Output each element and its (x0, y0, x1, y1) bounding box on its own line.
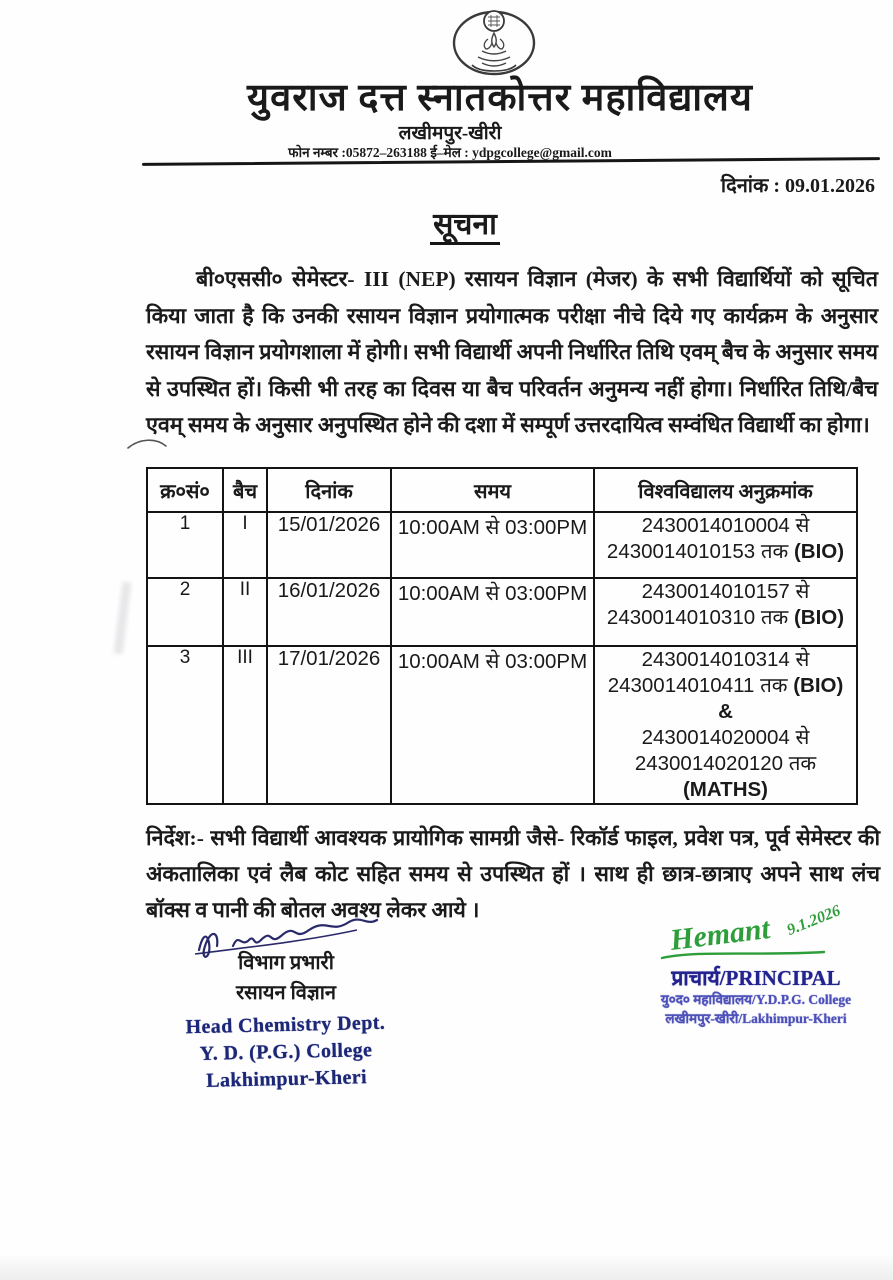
stamp-line: Y. D. (P.G.) College (199, 1039, 373, 1065)
notice-body-paragraph: बी०एससी० सेमेस्टर- III (NEP) रसायन विज्ञान (मेजर) के सभी विद्यार्थियों को सूचित किया जाता है कि उनकी रसायन विज्ञान प्रयोगात्मक परीक्षा नीचे दिये गए कार्यक्रम के अनुसार रसायन विज्ञान प्रयोगशाला में होगी। सभी विद्यार्थी अपनी निर्धारित तिथि एवम् बैच के अनुसार समय से उपस्थित हों। किसी भी तरह का दिवस या बैच परिवर्तन अनुमन्य नहीं होगा। निर्धारित तिथि/बैच एवम् समय के अनुसार अनुपस्थित होने की दशा में सम्पूर्ण उत्तरदायित्व सम्वंधित विद्यार्थी का होगा। (146, 267, 878, 438)
schedule-cell-date: 17/01/2026 (267, 646, 391, 804)
signature-flourish-icon (658, 948, 828, 962)
schedule-cell-sno: 3 (147, 646, 223, 804)
notice-title: सूचना (145, 202, 785, 243)
principal-signature-date: 9.1.2026 (784, 902, 843, 939)
college-name: युवराज दत्त स्नातकोत्तर महाविद्यालय (247, 77, 753, 119)
exam-schedule-table (146, 467, 858, 805)
right-signatory-block (628, 902, 884, 1028)
schedule-cell-date: 15/01/2026 (267, 512, 391, 578)
schedule-row (147, 512, 857, 578)
schedule-row (147, 646, 857, 804)
stamp-line: Head Chemistry Dept. (185, 1011, 386, 1039)
schedule-cell-sno: 2 (147, 578, 223, 646)
rollno-line: 2430014010157 से (641, 580, 810, 603)
schedule-cell-time: 10:00AM से 03:00PM (391, 646, 594, 804)
table-header-cell: समय (391, 468, 594, 512)
principal-stamp-location: लखीमपुर-खीरी/Lakhimpur-Kheri (665, 1011, 847, 1026)
left-signatory-dept: रसायन विज्ञान (236, 982, 336, 1004)
rollno-line: 2430014020120 तक (634, 752, 817, 775)
scan-smudge (114, 582, 132, 655)
schedule-cell-rollnos (594, 646, 857, 804)
schedule-cell-date: 16/01/2026 (267, 578, 391, 646)
table-header-cell: बैच (223, 468, 267, 512)
table-header-row (147, 468, 857, 512)
college-location: लखीमपुर-खीरी (398, 123, 502, 144)
stamp-line: Lakhimpur-Kheri (205, 1066, 368, 1092)
rollno-line: 2430014010310 तक (BIO) (606, 606, 845, 629)
schedule-cell-rollnos (594, 578, 857, 646)
rollno-line: 2430014010411 तक (BIO) (607, 674, 844, 697)
notice-date: दिनांक : 09.01.2026 (720, 175, 875, 197)
schedule-cell-batch: I (223, 512, 267, 578)
rollno-line: 2430014020004 से (641, 726, 810, 749)
rollno-line: 2430014010153 तक (BIO) (606, 540, 845, 563)
college-contact-line: फोन नम्बर :05872–263188 ई–मेल : ydpgcollege@gmail.com (288, 145, 612, 160)
hod-stamp (151, 1009, 421, 1096)
schedule-cell-batch: III (223, 646, 267, 804)
principal-stamp-college: यु०द० महाविद्यालय/Y.D.P.G. College (660, 992, 852, 1007)
schedule-row (147, 578, 857, 646)
left-signatory-title: विभाग प्रभारी (238, 952, 334, 974)
schedule-cell-rollnos (594, 512, 857, 578)
rollno-line: (MATHS) (682, 778, 768, 801)
rollno-line: 2430014010004 से (641, 514, 810, 537)
principal-signature-name: Hemant (668, 912, 772, 957)
schedule-cell-batch: II (223, 578, 267, 646)
rollno-line: 2430014010314 से (641, 648, 810, 671)
scan-pen-mark-icon (126, 436, 168, 452)
instructions-text: सभी विद्यार्थी आवश्यक प्रायोगिक सामग्री जैसे- रिकॉर्ड फाइल, प्रवेश पत्र, पूर्व सेमेस्टर की अंकतालिका एवं लैब कोट सहित समय से उपस्थित हों । साथ ही छात्र-छात्राए अपने साथ लंच बॉक्स व पानी की बोतल अवश्य लेकर आये । (146, 826, 881, 923)
schedule-cell-sno: 1 (147, 512, 223, 578)
rollno-line: & (718, 700, 733, 723)
instructions-label: निर्देश:- (146, 826, 204, 850)
table-header-cell: क्र०सं० (147, 468, 223, 512)
college-emblem-icon (438, 7, 550, 79)
left-signatory-block (152, 912, 420, 1093)
table-header-cell: दिनांक (267, 468, 391, 512)
schedule-cell-time: 10:00AM से 03:00PM (391, 578, 594, 646)
principal-stamp-title: प्राचार्य/PRINCIPAL (671, 966, 841, 990)
table-header-cell: विश्वविद्यालय अनुक्रमांक (594, 468, 857, 512)
principal-signature (628, 902, 884, 966)
schedule-cell-time: 10:00AM से 03:00PM (391, 512, 594, 578)
